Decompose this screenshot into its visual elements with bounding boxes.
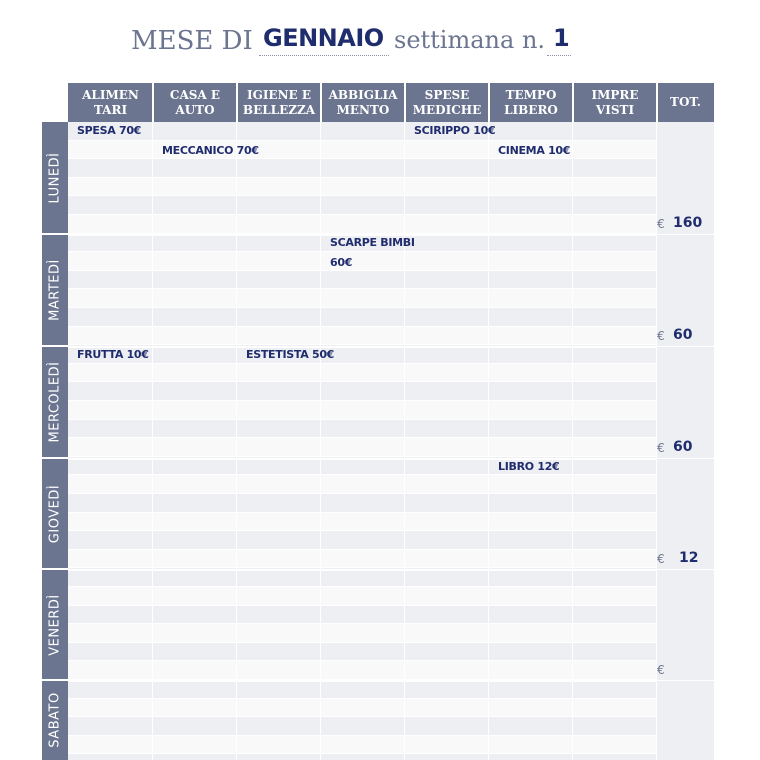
total-separator — [657, 346, 714, 347]
table-header — [68, 83, 714, 122]
column-header: ABBIGLIA MENTO — [328, 87, 398, 117]
column-header: TOT. — [670, 95, 701, 109]
column-divider — [488, 122, 489, 760]
grid-line-row[interactable] — [68, 122, 656, 140]
euro-symbol: € — [657, 217, 665, 231]
day-label-text: VENERDÌ — [47, 593, 63, 656]
day-label-separator — [42, 457, 68, 459]
grid-line-row[interactable] — [68, 568, 656, 586]
grid-line-row[interactable] — [68, 308, 656, 326]
total-separator — [657, 569, 714, 570]
expense-entry[interactable]: 60€ — [330, 256, 353, 269]
week-number-value[interactable]: 1 — [553, 24, 570, 52]
title-prefix: MESE DI — [131, 26, 253, 56]
header-separator — [320, 83, 322, 122]
header-separator — [236, 83, 238, 122]
grid-line-row[interactable] — [68, 680, 656, 698]
grid-line-row[interactable] — [68, 550, 656, 568]
column-header: CASA E AUTO — [169, 87, 221, 117]
day-label — [42, 458, 68, 569]
day-divider — [68, 346, 656, 348]
expense-grid — [68, 122, 656, 760]
total-value: 60 — [673, 439, 693, 455]
day-label — [42, 122, 68, 234]
grid-line-row[interactable] — [68, 494, 656, 512]
header-separator — [656, 83, 658, 122]
column-divider — [152, 122, 153, 760]
grid-line-row[interactable] — [68, 531, 656, 549]
euro-symbol: € — [657, 552, 665, 566]
page-title — [131, 22, 651, 62]
day-label-text: LUNEDÌ — [47, 152, 63, 204]
header-separator — [152, 83, 154, 122]
day-label-text: GIOVEDÌ — [47, 484, 63, 543]
grid-line-row[interactable] — [68, 382, 656, 400]
euro-symbol: € — [657, 663, 665, 677]
day-divider — [68, 680, 656, 682]
expense-entry[interactable]: FRUTTA 10€ — [77, 348, 149, 361]
expense-entry[interactable]: LIBRO 12€ — [498, 460, 560, 473]
total-value: 160 — [673, 215, 703, 231]
day-label — [42, 346, 68, 458]
column-divider — [572, 122, 573, 760]
grid-line-row[interactable] — [68, 289, 656, 307]
grid-line-row[interactable] — [68, 643, 656, 661]
day-label-text: MERCOLEDÌ — [47, 361, 63, 443]
day-label-separator — [42, 679, 68, 681]
day-label — [42, 680, 68, 760]
column-divider — [236, 122, 237, 760]
day-label-separator — [42, 233, 68, 235]
grid-line-row[interactable] — [68, 736, 656, 754]
column-divider — [320, 122, 321, 760]
grid-line-row[interactable] — [68, 401, 656, 419]
expense-entry[interactable]: ESTETISTA 50€ — [246, 348, 335, 361]
total-separator — [657, 458, 714, 459]
grid-line-row[interactable] — [68, 699, 656, 717]
grid-line-row[interactable] — [68, 215, 656, 233]
grid-line-row[interactable] — [68, 624, 656, 642]
euro-symbol: € — [657, 441, 665, 455]
day-divider — [68, 569, 656, 571]
grid-line-row[interactable] — [68, 587, 656, 605]
grid-line-row[interactable] — [68, 661, 656, 679]
grid-line-row[interactable] — [68, 252, 656, 270]
day-label-text: MARTEDÌ — [47, 259, 63, 321]
grid-line-row[interactable] — [68, 420, 656, 438]
column-header: SPESE MEDICHE — [412, 87, 482, 117]
grid-line-row[interactable] — [68, 178, 656, 196]
day-label-text: SABATO — [47, 692, 63, 748]
grid-line-row[interactable] — [68, 513, 656, 531]
header-separator — [488, 83, 490, 122]
grid-line-row[interactable] — [68, 717, 656, 735]
expense-entry[interactable]: SPESA 70€ — [77, 124, 142, 137]
grid-line-row[interactable] — [68, 606, 656, 624]
grid-line-row[interactable] — [68, 438, 656, 456]
column-header: IGIENE E BELLEZZA — [242, 87, 316, 117]
column-divider — [404, 122, 405, 760]
month-underline — [259, 55, 389, 56]
day-label — [42, 234, 68, 346]
column-header: IMPRE VISTI — [591, 87, 639, 117]
day-label-separator — [42, 568, 68, 570]
euro-symbol: € — [657, 329, 665, 343]
total-separator — [657, 680, 714, 681]
expense-entry[interactable]: MECCANICO 70€ — [162, 144, 259, 157]
grid-line-row[interactable] — [68, 327, 656, 345]
month-value[interactable]: GENNAIO — [263, 24, 384, 52]
grid-line-row[interactable] — [68, 475, 656, 493]
day-total-cell[interactable] — [657, 569, 714, 680]
column-header: TEMPO LIBERO — [504, 87, 558, 117]
day-total-cell[interactable] — [657, 680, 714, 760]
column-header: ALIMEN TARI — [82, 87, 139, 117]
header-separator — [572, 83, 574, 122]
grid-line-row[interactable] — [68, 364, 656, 382]
grid-line-row[interactable] — [68, 754, 656, 760]
week-underline — [547, 55, 571, 56]
day-label — [42, 569, 68, 680]
header-separator — [404, 83, 406, 122]
expense-entry[interactable]: SCARPE BIMBI — [330, 236, 415, 249]
week-label: settimana n. — [394, 26, 546, 54]
day-label-separator — [42, 345, 68, 347]
grid-line-row[interactable] — [68, 159, 656, 177]
grid-line-row[interactable] — [68, 271, 656, 289]
expense-entry[interactable]: SCIRIPPO 10€ — [414, 124, 496, 137]
total-value: 12 — [679, 550, 699, 566]
day-divider — [68, 458, 656, 460]
expense-entry[interactable]: CINEMA 10€ — [498, 144, 571, 157]
total-value: 60 — [673, 327, 693, 343]
total-separator — [657, 234, 714, 235]
grid-line-row[interactable] — [68, 196, 656, 214]
